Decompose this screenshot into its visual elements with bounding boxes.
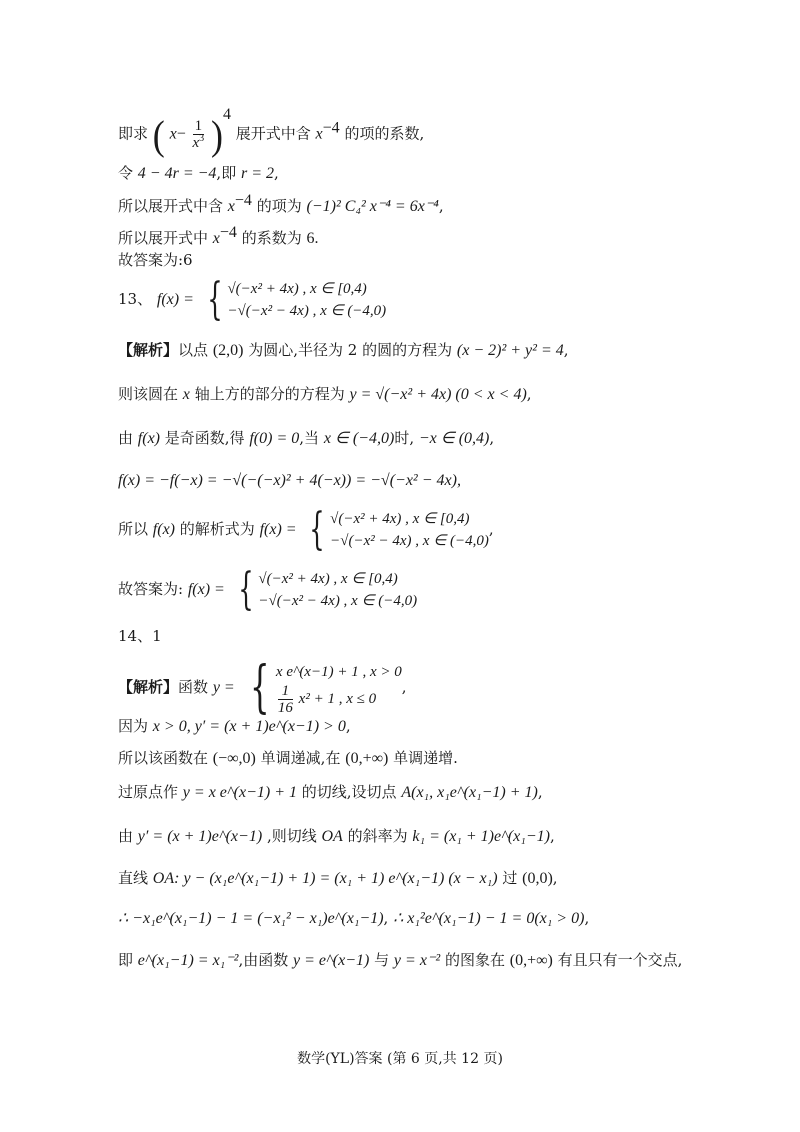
case: x e^(x−1) + 1 , x > 0: [275, 663, 402, 680]
equation: f(x) =: [187, 581, 225, 598]
text: 的项的系数,: [344, 124, 425, 143]
question-number: 14、1: [118, 627, 162, 645]
text: ,: [489, 429, 495, 447]
text: 因为: [118, 717, 149, 735]
equation: ∴ x₁²e^(x₁−1) − 1 = 0(x₁ > 0): [393, 910, 585, 927]
text: 则该圆在: [118, 385, 179, 403]
brace-icon: {: [249, 655, 270, 720]
text: 的项为: [256, 197, 302, 215]
question-number: 13、: [118, 290, 153, 308]
sol13-a: [118, 340, 569, 361]
text: ,: [549, 827, 555, 845]
line-5: [118, 250, 193, 270]
case: √(−x² + 4x) , x ∈ [0,4): [227, 281, 367, 297]
text: ,: [584, 909, 590, 927]
equation: −x ∈ (0,4): [418, 430, 490, 447]
equation: y′ = (x + 1)e^(x−1): [137, 828, 263, 845]
solution-tag: 【解析】: [118, 678, 179, 696]
text: ,: [345, 717, 351, 735]
piecewise: [303, 504, 489, 555]
text: 轴上方的部分的方程为: [194, 385, 345, 403]
equation: y = x e^(x−1) + 1: [182, 784, 297, 801]
q13: [118, 274, 387, 325]
line-4: 所以展开式中 $x^{-4}$ 的系数为 6.: [118, 224, 319, 247]
case: [276, 683, 402, 716]
equation: x ∈ (−4,0): [323, 430, 395, 447]
paren-close: ): [210, 111, 223, 158]
denominator: 16: [277, 699, 293, 716]
text: 由: [118, 827, 134, 845]
text: x² + 1 , x ≤ 0: [298, 690, 377, 707]
text: 过: [502, 869, 518, 887]
text: ,当: [299, 429, 320, 447]
text: 的切线,设切点: [301, 783, 397, 801]
text: ,: [383, 909, 389, 927]
text: ,: [401, 678, 407, 696]
text: 由: [118, 429, 134, 447]
text: 时,: [394, 429, 415, 447]
sol14-b: [118, 716, 351, 737]
equation: (−∞,0): [212, 750, 256, 767]
equation: y = e^(x−1): [293, 952, 370, 969]
text: 即求: [118, 124, 149, 143]
text: 直线: [118, 869, 149, 887]
text: ,: [488, 520, 494, 538]
sol13-f: [118, 504, 494, 555]
text: 的斜率为: [347, 827, 408, 845]
sol14-f: [118, 868, 558, 889]
case: −√(−x² − 4x) , x ∈ (−4,0): [258, 593, 418, 609]
text: 令: [118, 164, 134, 182]
line-1: 即求 ( x− $\frac{1}{x^3}$ )$^4$ 展开式中含 $x^{-4}$ 的项的系数,: [118, 105, 425, 158]
equation: x > 0, y′ = (x + 1)e^(x−1) > 0: [152, 718, 346, 735]
equation: (−1)² C₄² x⁻⁴ = 6x⁻⁴: [306, 198, 439, 215]
equation: 4 − 4r = −4: [137, 165, 217, 182]
text: 所以: [118, 520, 149, 538]
text: 是奇函数,得: [164, 429, 245, 447]
text: ,: [526, 385, 532, 403]
answer: 故答案为:6: [118, 251, 193, 269]
sol14-h: [118, 950, 682, 971]
equation: f(x): [137, 430, 160, 447]
text: ,: [438, 197, 444, 215]
equation: y = x⁻²: [393, 952, 441, 969]
case: −√(−x² − 4x) , x ∈ (−4,0): [330, 533, 489, 549]
text: 函数: [178, 678, 209, 696]
sol13-g: [118, 564, 418, 615]
case: √(−x² + 4x) , x ∈ [0,4): [258, 571, 398, 587]
piecewise: [201, 274, 387, 325]
text: 所以展开式中含: [118, 197, 224, 215]
case: √(−x² + 4x) , x ∈ [0,4): [330, 511, 470, 527]
sol14-e: [118, 826, 555, 847]
text: ,则切线: [266, 827, 317, 845]
equation: (2,0): [212, 342, 244, 359]
equation: OA: y − (x₁e^(x₁−1) + 1) = (x₁ + 1) e^(x₁−1) (x − x₁): [152, 870, 498, 887]
equation: f(x) = −f(−x) = −√(−(−x)² + 4(−x)) = −√(−x² − 4x),: [118, 472, 461, 489]
text: ,即: [216, 164, 237, 182]
equation: f(0) = 0: [249, 430, 300, 447]
text: 以点: [178, 341, 209, 359]
text: 过原点作: [118, 783, 179, 801]
paren-open: (: [152, 111, 165, 158]
text: 故答案为:: [118, 580, 184, 598]
case: −√(−x² − 4x) , x ∈ (−4,0): [227, 303, 387, 319]
equation: f(x): [152, 521, 175, 538]
equation: (x − 2)² + y² = 4: [456, 342, 564, 359]
sol13-c: [118, 384, 532, 405]
text: ,: [537, 783, 543, 801]
math-x: x: [169, 125, 177, 143]
text: 即: [118, 951, 134, 969]
equation: f(x) =: [259, 521, 297, 538]
text: ,: [552, 869, 558, 887]
text: 展开式中含: [235, 124, 311, 143]
equation: x: [182, 386, 190, 403]
sol14-g: [118, 908, 589, 929]
line-3: 所以展开式中含 $x^{-4}$ 的项为 (−1)² C₄² x⁻⁴ = 6x⁻⁴,: [118, 192, 444, 215]
text: 单调递增.: [393, 749, 458, 767]
text: 所以该函数在: [118, 749, 209, 767]
text: 有且只有一个交点,: [557, 951, 683, 969]
brace-icon: {: [237, 564, 254, 615]
piecewise: [242, 655, 402, 720]
sol14-d: [118, 782, 543, 803]
text: 的图象在: [444, 951, 505, 969]
numerator: 1: [278, 683, 293, 700]
text: 的系数为: [241, 229, 302, 247]
equation: OA: [321, 828, 343, 845]
equation: k₁ = (x₁ + 1)e^(x₁−1): [412, 828, 550, 845]
line-2: [118, 163, 279, 184]
page-footer: 数学(YL)答案 (第 6 页,共 12 页): [297, 1051, 503, 1067]
text: ,: [274, 164, 279, 182]
equation: A(x₁, x₁e^(x₁−1) + 1): [401, 784, 538, 801]
text: 与: [374, 951, 390, 969]
equation: f(x) =: [156, 291, 194, 308]
text: ,由函数: [238, 951, 289, 969]
equation: (0,+∞): [345, 750, 389, 767]
q14: [118, 626, 162, 646]
equation: y = √(−x² + 4x) (0 < x < 4): [349, 386, 527, 403]
solution-tag: 【解析】: [118, 341, 179, 359]
equation: r = 2: [240, 165, 275, 182]
sol13-d: [118, 428, 494, 449]
equation: (0,0): [522, 870, 553, 887]
equation: y =: [212, 679, 235, 696]
equation: e^(x₁−1) = x₁⁻²: [137, 952, 239, 969]
sol13-e: [118, 470, 461, 491]
fraction-1-over-x3: $\frac{1}{x^3}$: [192, 118, 205, 151]
piecewise: [232, 564, 418, 615]
text: 单调递减,在: [260, 749, 341, 767]
equation: ∴ −x₁e^(x₁−1) − 1 = (−x₁² − x₁)e^(x₁−1): [118, 910, 384, 927]
sol14-a: [118, 655, 407, 720]
text: 的解析式为: [179, 520, 255, 538]
equation: (0,+∞): [509, 952, 553, 969]
text: ,: [563, 341, 569, 359]
sol14-c: [118, 748, 458, 769]
value: 6.: [306, 230, 319, 247]
text: 所以展开式中: [118, 229, 209, 247]
brace-icon: {: [309, 504, 326, 555]
text: 为圆心,半径为 2 的圆的方程为: [248, 341, 453, 359]
brace-icon: {: [206, 274, 223, 325]
